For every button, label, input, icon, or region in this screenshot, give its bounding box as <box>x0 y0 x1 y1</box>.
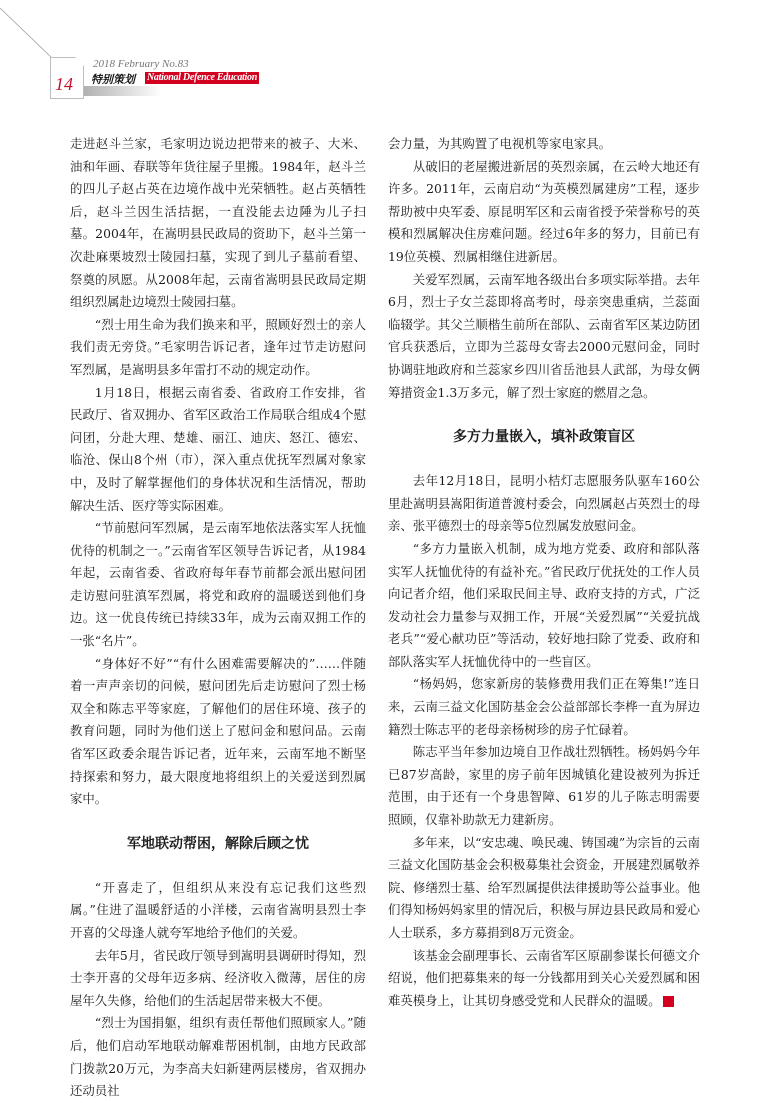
paragraph: 1月18日，根据云南省委、省政府工作安排，省民政厅、省双拥办、省军区政治工作局联合组成4个慰问团，分赴大理、楚雄、丽江、迪庆、怒江、德宏、临沧、保山8个州（市），深入重点优抚军烈属对象家中，及时了解掌握他们的身体状况和生活情况，帮助解决生活、医疗等实际困难。 <box>70 384 366 513</box>
paragraph: “开喜走了，但组织从来没有忘记我们这些烈属。”住进了温暖舒适的小洋楼，云南省嵩明县烈士李开喜的父母逢人就夸军地给予他们的关爱。 <box>70 879 366 940</box>
paragraph: 去年12月18日，昆明小桔灯志愿服务队驱车160公里赴嵩明县嵩阳街道普渡村委会，向烈属赵占英烈士的母亲、张平德烈士的母亲等5位烈属发放慰问金。 <box>388 473 700 534</box>
subheading: 多方力量嵌入，填补政策盲区 <box>453 429 635 446</box>
paragraph: 走进赵斗兰家，毛家明边说边把带来的被子、大米、油和年画、春联等年货往屋子里搬。1984年，赵斗兰的四儿子赵占英在边境作战中光荣牺牲。赵占英牺牲后，赵斗兰因生活拮据，一直没能去边陲为儿子扫墓。2004年，在嵩明县民政局的资助下，赵斗兰第一次赴麻栗坡烈士陵园扫墓，实现了到儿子墓前看望、祭奠的夙愿。从2008年起，云南省嵩明县民政局定期组织烈属赴边境烈士陵园扫墓。 <box>70 136 366 310</box>
section-tag: National Defence Education <box>147 72 257 83</box>
paragraph: “节前慰问军烈属，是云南军地依法落实军人抚恤优待的机制之一。”云南省军区领导告诉记者，从1984年起，云南省委、省政府每年春节前都会派出慰问团走访慰问驻滇军烈属，将党和政府的温暖送到他们身边。这一优良传统已持续33年，成为云南双拥工作的一张“名片”。 <box>70 520 366 649</box>
issue-info: 2018 February No.83 <box>93 58 189 70</box>
end-mark-icon: G <box>663 996 674 1007</box>
paragraph: 陈志平当年参加边境自卫作战壮烈牺牲。杨妈妈今年已87岁高龄，家里的房子前年因城镇化建设被列为拆迁范围，由于还有一个身患智障、61岁的儿子陈志明需要照顾，仅靠补助款无力建新房。 <box>388 744 700 828</box>
paragraph-last <box>388 945 700 1013</box>
left-column <box>70 133 366 1103</box>
paragraph: 多年来，以“安忠魂、唤民魂、铸国魂”为宗旨的云南三益文化国防基金会积极募集社会资金，开展建烈属敬养院、修缮烈士墓、给军烈属提供法律援助等公益事业。他们得知杨妈妈家里的情况后，积极与屏边县民政局和爱心人士联系，多方募捐到8万元资金。 <box>388 834 700 940</box>
paragraph: “烈士用生命为我们换来和平，照顾好烈士的亲人我们责无旁贷。”毛家明告诉记者，逢年过节走访慰问军烈属，是嵩明县多年雷打不动的规定动作。 <box>70 316 366 377</box>
page-number-box <box>50 57 84 99</box>
subheading: 军地联动帮困，解除后顾之忧 <box>127 835 309 852</box>
paragraph: “身体好不好”“有什么困难需要解决的”……伴随着一声声亲切的问候，慰问团先后走访慰问了烈士杨双全和陈志平等家庭，了解他们的居住环境、孩子的教育问题，同时为他们送上了慰问金和慰问品。云南省军区政委余琨告诉记者，近年来，云南军地不断坚持探索和努力，最大限度地将组织上的关爱送到烈属家中。 <box>70 655 366 807</box>
paragraph: 去年5月，省民政厅领导到嵩明县调研时得知，烈士李开喜的父母年迈多病、经济收入微薄，居住的房屋年久失修，给他们的生活起居带来极大不便。 <box>70 947 366 1008</box>
paragraph: 关爱军烈属，云南军地各级出台多项实际举措。去年6月，烈士子女兰蕊即将高考时，母亲突患重病，兰蕊面临辍学。其父兰顺楷生前所在部队、云南省军区某边防团官兵获悉后，立即为兰蕊母女寄去2000元慰问金，同时协调驻地政府和兰蕊家乡四川省岳池县人武部，为母女俩筹措资金1.3万多元，解了烈士家庭的燃眉之急。 <box>388 271 700 400</box>
paragraph: “烈士为国捐躯，组织有责任帮他们照顾家人。”随后，他们启动军地联动解难帮困机制，由地方民政部门拨款20万元，为李高夫妇新建两层楼房，省双拥办还动员社 <box>70 1015 366 1099</box>
header-shadow-bar <box>82 86 162 96</box>
paragraph: “多方力量嵌入机制，成为地方党委、政府和部队落实军人抚恤优待的有益补充。”省民政厅优抚处的工作人员向记者介绍，他们采取民间主导、政府支持的方式，广泛发动社会力量参与双拥工作，开展“关爱烈属”“关爱抗战老兵”“爱心献功臣”等活动，较好地扫除了党委、政府和部队落实军人抚恤优待中的一些盲区。 <box>388 540 700 669</box>
paragraph: 会力量，为其购置了电视机等家电家具。 <box>388 136 612 151</box>
section-title: 特别策划 <box>91 73 135 86</box>
paragraph: “杨妈妈，您家新房的装修费用我们正在筹集!”连日来，云南三益文化国防基金会公益部部长李桦一直为屏边籍烈士陈志平的老母亲杨树珍的房子忙碌着。 <box>388 676 700 737</box>
page-number: 14 <box>55 74 73 94</box>
paragraph: 从破旧的老屋搬进新居的英烈亲属，在云岭大地还有许多。2011年，云南启动“为英模烈属建房”工程，逐步帮助被中央军委、原昆明军区和云南省授予荣誉称号的英模和烈属解决住房难问题。经过6年多的努力，目前已有19位英模、烈属相继住进新居。 <box>388 158 700 264</box>
right-column <box>388 133 700 1012</box>
paragraph-text: 该基金会副理事长、云南省军区原副参谋长何德文介绍说，他们把募集来的每一分钱都用到关心关爱烈属和困难英模身上，让其切身感受党和人民群众的温暖。 <box>388 947 700 1008</box>
